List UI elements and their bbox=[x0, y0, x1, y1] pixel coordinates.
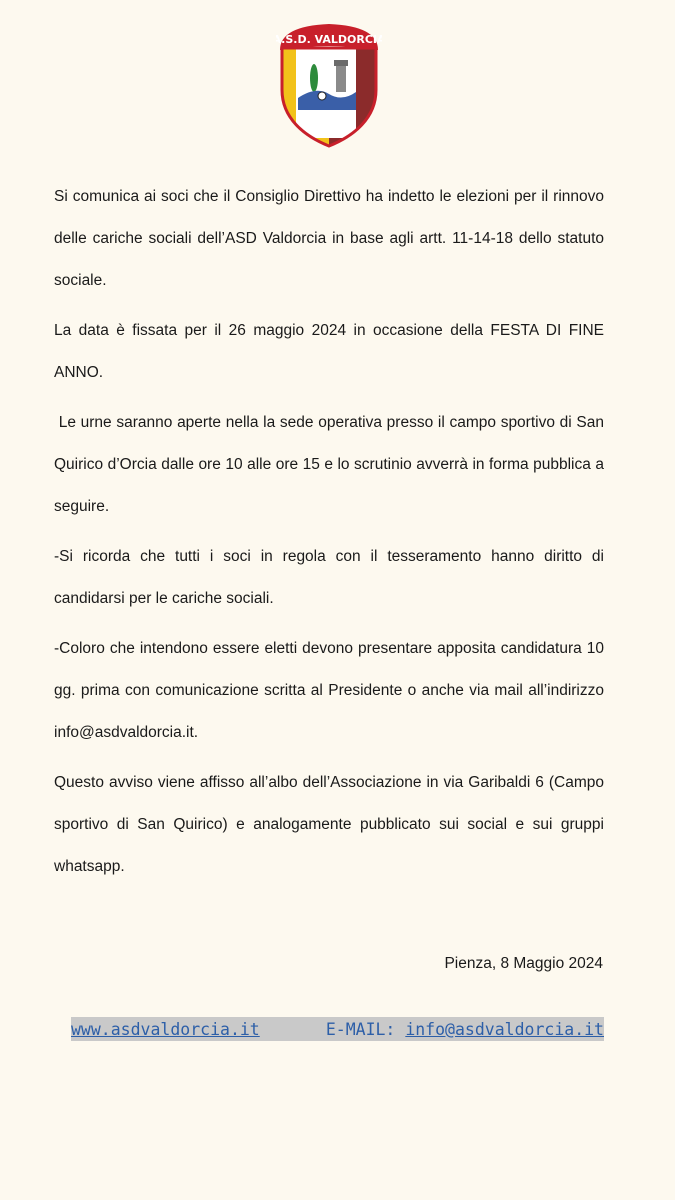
paragraph: La data è fissata per il 26 maggio 2024 in occasione della FESTA DI FINE ANNO. bbox=[54, 322, 604, 381]
email-link[interactable]: info@asdvaldorcia.it bbox=[405, 1019, 604, 1039]
logo-text: A.S.D. VALDORCIA bbox=[276, 33, 382, 46]
email-block bbox=[326, 1020, 604, 1039]
place-date: Pienza, 8 Maggio 2024 bbox=[444, 955, 603, 972]
paragraph: Le urne saranno aperte nella la sede operativa presso il campo sportivo di San Quirico d’Orcia dalle ore 10 alle ore 15 e lo scrutinio avverrà in forma pubblica a seguire. bbox=[54, 414, 609, 515]
paragraph: Questo avviso viene affisso all’albo dell’Associazione in via Garibaldi 6 (Campo sportivo di San Quirico) e analogamente pubblicato sui social e sui gruppi whatsapp. bbox=[54, 774, 604, 875]
paragraph: -Si ricorda che tutti i soci in regola con il tesseramento hanno diritto di candidarsi per le cariche sociali. bbox=[54, 548, 604, 607]
club-logo bbox=[276, 20, 382, 148]
email-label: E-MAIL: bbox=[325, 1019, 396, 1039]
paragraph: Si comunica ai soci che il Consiglio Direttivo ha indetto le elezioni per il rinnovo delle cariche sociali dell’ASD Valdorcia in base agli artt. 11-14-18 dello statuto sociale. bbox=[54, 188, 604, 289]
footer-bar bbox=[71, 1017, 604, 1041]
paragraph: -Coloro che intendono essere eletti devono presentare apposita candidatura 10 gg. prima con comunicazione scritta al Presidente o anche via mail all’indirizzo info@asdvaldorcia.it. bbox=[54, 640, 604, 741]
notice-body bbox=[54, 176, 609, 896]
website-link[interactable]: www.asdvaldorcia.it bbox=[71, 1019, 260, 1039]
